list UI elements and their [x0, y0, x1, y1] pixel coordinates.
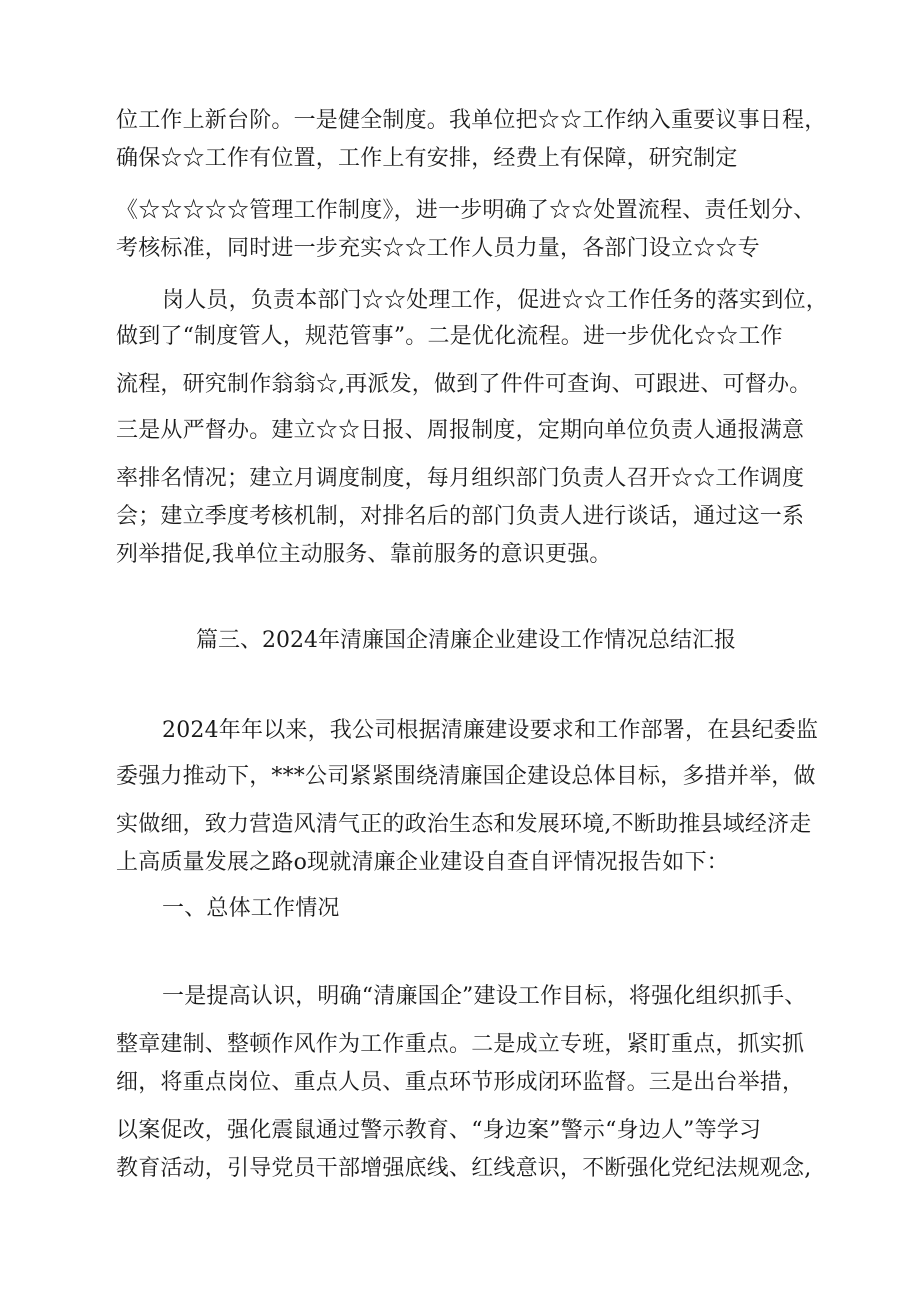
text-line: 岗人员，负责本部门☆☆处理工作，促进☆☆工作任务的落实到位，: [162, 288, 829, 313]
text-line: 流程，研究制作翁翁☆,再派发，做到了件件可查询、可跟进、可督办。: [116, 372, 812, 397]
text-line: 《☆☆☆☆☆管理工作制度》，进一步明确了☆☆处置流程、责任划分、: [116, 198, 816, 223]
text-line: 会；建立季度考核机制，对排名后的部门负责人进行谈话，通过这一系: [116, 504, 805, 529]
text-line: 列举措促,我单位主动服务、靠前服务的意识更强。: [116, 542, 612, 567]
text-line: 考核标准，同时进一步充实☆☆工作人员力量，各部门设立☆☆专: [116, 236, 760, 261]
text-line: 确保☆☆工作有位置，工作上有安排，经费上有保障，研究制定: [116, 146, 738, 171]
text-line: 2024年年以来，我公司根据清廉建设要求和工作部署，在县纪委监: [162, 718, 819, 743]
text-line: 整章建制、整顿作风作为工作重点。二是成立专班，紧盯重点，抓实抓: [116, 1032, 805, 1057]
text-line: 细，将重点岗位、重点人员、重点环节形成闭环监督。三是出台举措，: [116, 1070, 805, 1095]
text-line: 委强力推动下，***公司紧紧围绕清廉国企建设总体目标，多措并举，做: [116, 764, 816, 789]
text-line: 一是提高认识，明确“清廉国企”建设工作目标，将强化组织抓手、: [162, 984, 807, 1009]
text-line: 上高质量发展之路o现就清廉企业建设自查自评情况报告如下：: [116, 850, 729, 875]
text-line: 三是从严督办。建立☆☆日报、周报制度，定期向单位负责人通报满意: [116, 418, 805, 443]
text-line: 率排名情况；建立月调度制度，每月组织部门负责人召开☆☆工作调度: [116, 466, 805, 491]
section-title: 篇三、2024年清廉国企清廉企业建设工作情况总结汇报: [196, 628, 736, 653]
subheading: 一、总体工作情况: [162, 896, 340, 921]
text-line: 以案促改，强化震鼠通过警示教育、“身边案”警示“身边人”等学习: [116, 1118, 762, 1143]
text-line: 教育活动，引导党员干部增强底线、红线意识，不断强化党纪法规观念,: [116, 1156, 812, 1181]
text-line: 实做细，致力营造风清气正的政治生态和发展环境,不断助推县域经济走: [116, 812, 812, 837]
text-line: 位工作上新台阶。一是健全制度。我单位把☆☆工作纳入重要议事日程，: [116, 108, 827, 133]
text-line: 做到了“制度管人，规范管事”。二是优化流程。进一步优化☆☆工作: [116, 324, 783, 349]
